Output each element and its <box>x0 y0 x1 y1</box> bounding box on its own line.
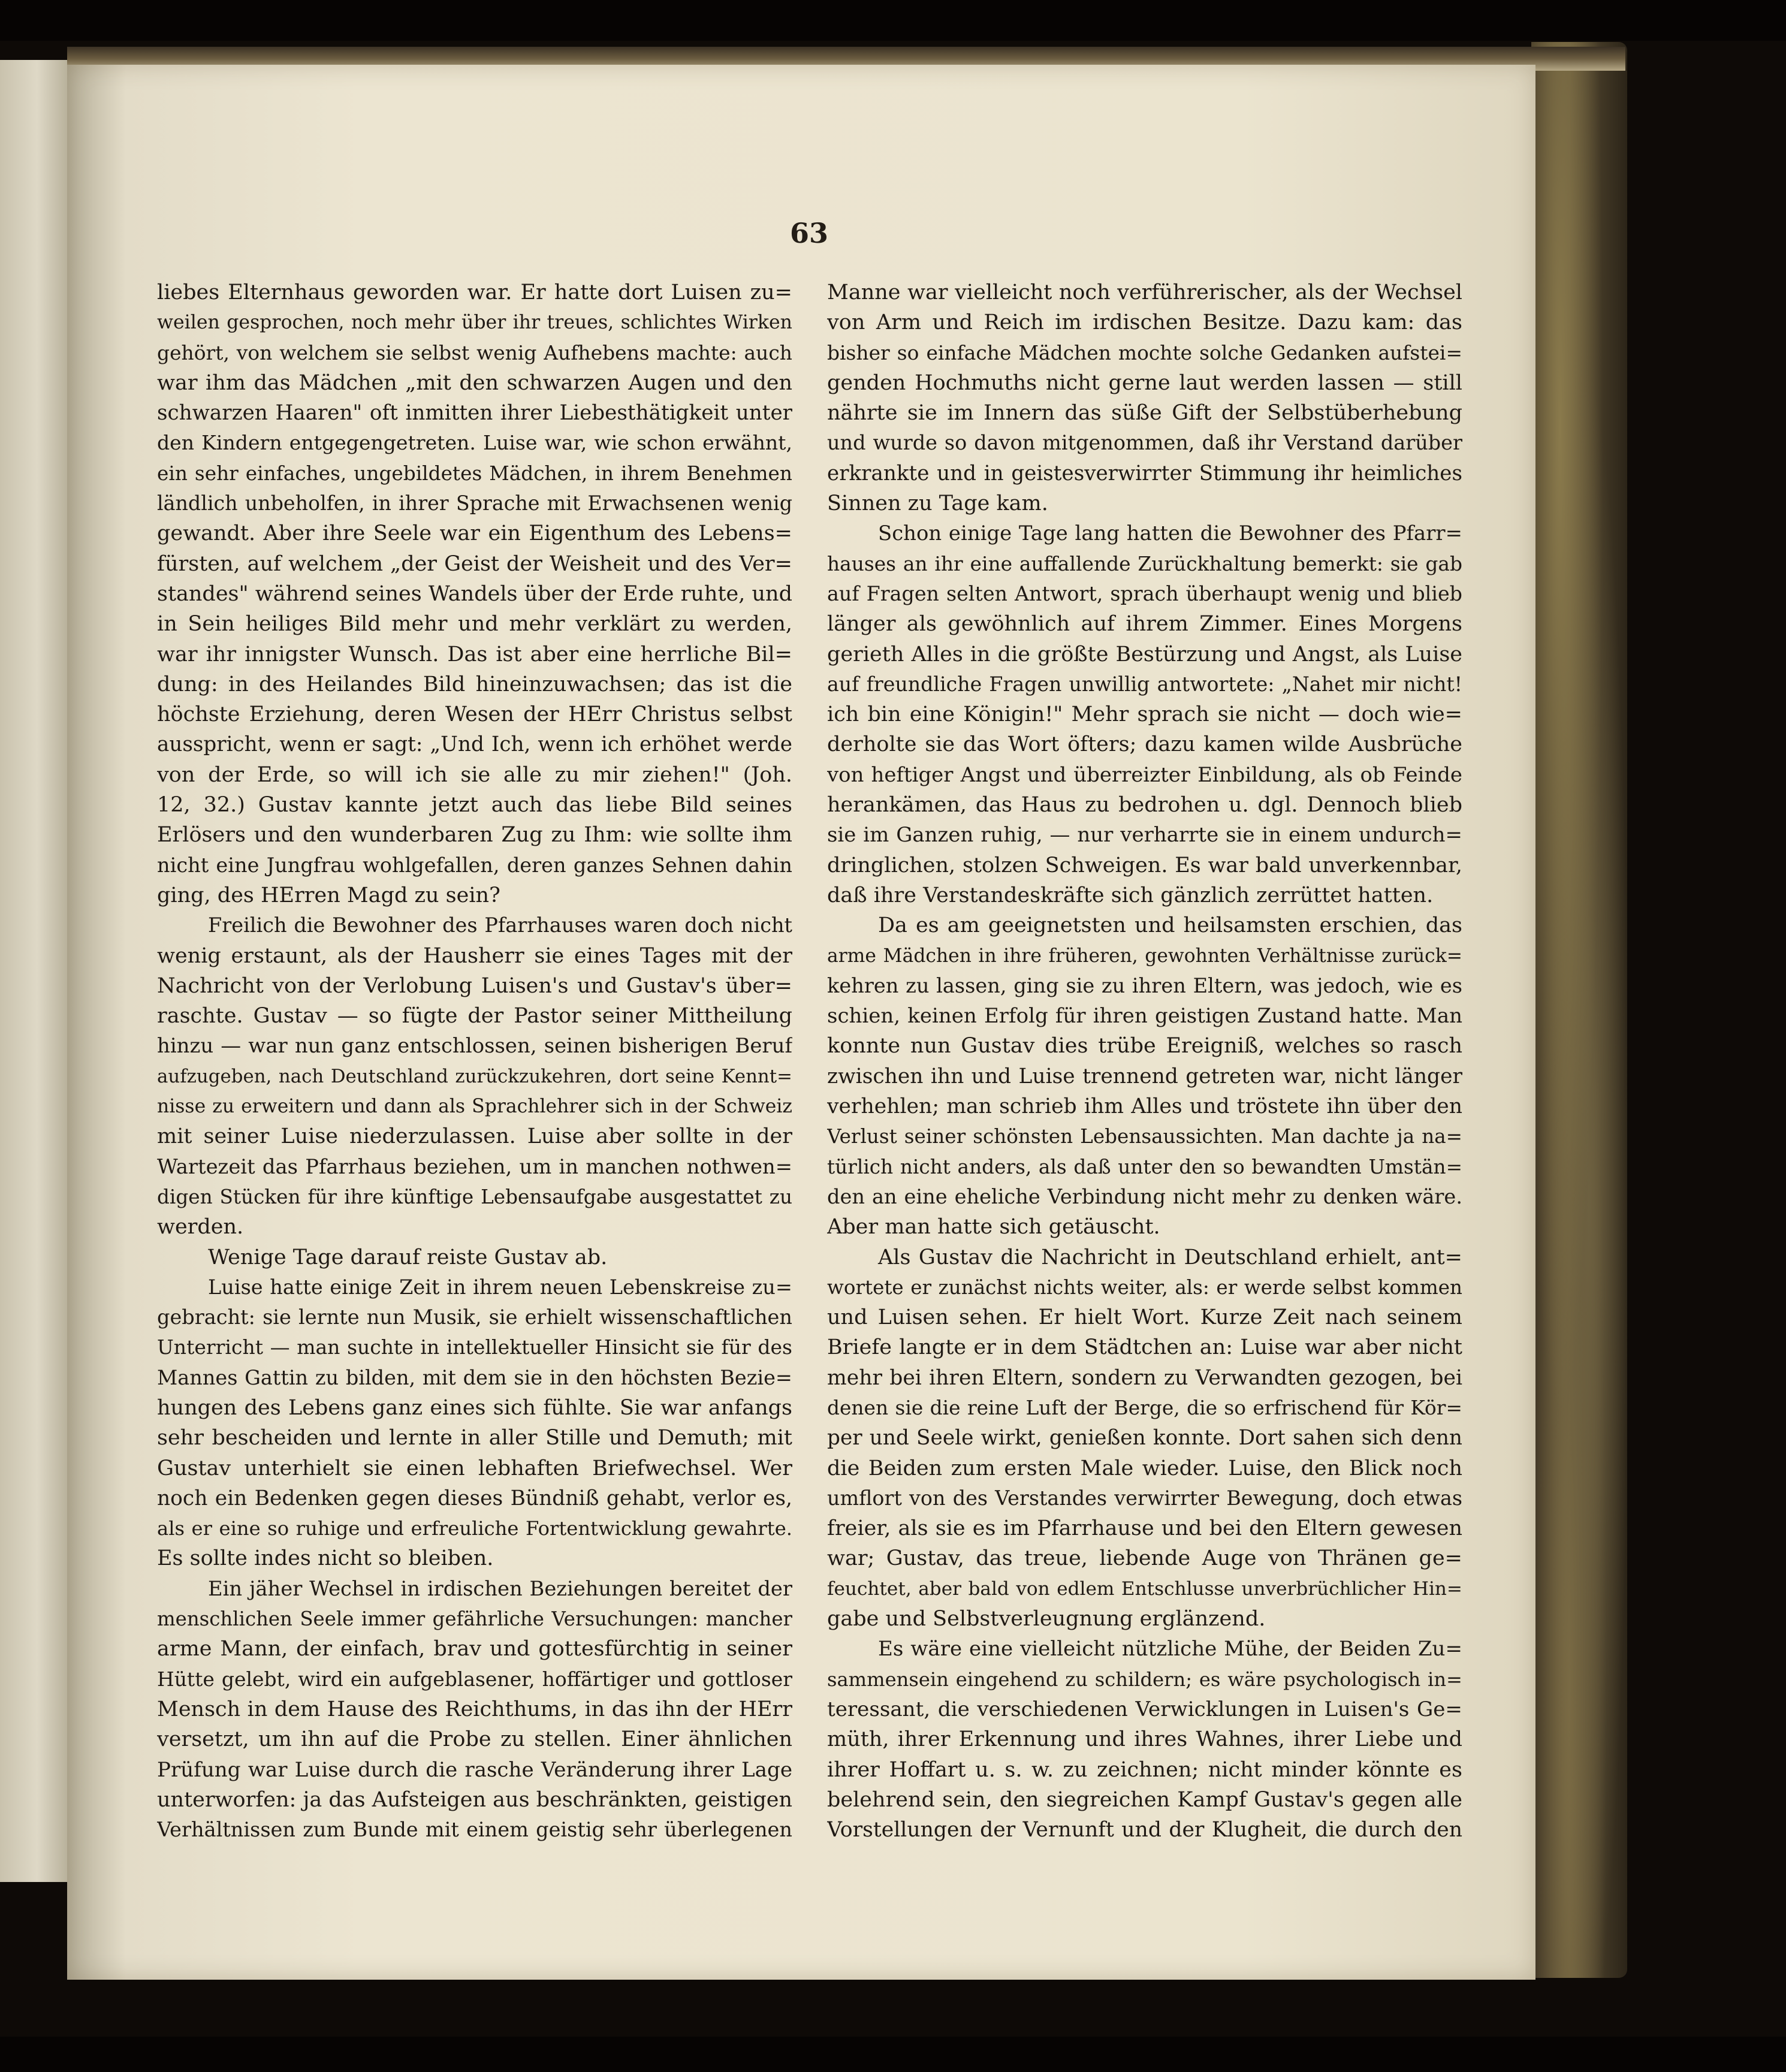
text-line: von Arm und Reich im irdischen Besitze. Dazu kam: das <box>827 310 1462 335</box>
text-line: ländlich unbeholfen, in ihrer Sprache mit Erwachsenen wenig <box>157 491 792 515</box>
text-line: türlich nicht anders, als daß unter den so bewandten Umstän= <box>827 1155 1462 1178</box>
text-line: ausspricht, wenn er sagt: „Und Ich, wenn ich erhöhet werde <box>157 732 792 757</box>
text-line: Als Gustav die Nachricht in Deutschland erhielt, ant= <box>878 1245 1462 1269</box>
text-line: konnte nun Gustav dies trübe Ereigniß, welches so rasch <box>827 1034 1462 1058</box>
text-line: sie im Ganzen ruhig, — nur verharrte sie in einem undurch= <box>827 823 1462 848</box>
text-line: Briefe langte er in dem Städtchen an: Luise war aber nicht <box>827 1335 1462 1360</box>
text-line: den Kindern entgegengetreten. Luise war, wie schon erwähnt, <box>157 431 792 455</box>
text-line: aufzugeben, nach Deutschland zurückzukehren, dort seine Kennt= <box>157 1065 792 1087</box>
text-line: dringlichen, stolzen Schweigen. Es war bald unverkennbar, <box>827 853 1462 877</box>
text-line: mehr bei ihren Eltern, sondern zu Verwandten gezogen, bei <box>827 1365 1462 1390</box>
text-line: hungen des Lebens ganz eines sich fühlte. Sie war anfangs <box>157 1395 792 1420</box>
text-line: gehört, von welchem sie selbst wenig Aufhebens machte: auch <box>157 340 792 364</box>
text-line: als er eine so ruhige und erfreuliche Fortentwicklung gewahrte. <box>157 1517 792 1540</box>
text-line: wortete er zunächst nichts weiter, als: er werde selbst kommen <box>827 1275 1462 1299</box>
text-line: schwarzen Haaren" oft inmitten ihrer Liebesthätigkeit unter <box>157 401 792 426</box>
text-line: gabe und Selbstverleugnung erglänzend. <box>827 1607 1266 1631</box>
text-line: Verhältnissen zum Bunde mit einem geistig sehr überlegenen <box>157 1818 792 1842</box>
text-line: war; Gustav, das treue, liebende Auge von Thränen ge= <box>827 1546 1462 1571</box>
page-number: 63 <box>789 217 828 249</box>
text-line: Unterricht — man suchte in intellektueller Hinsicht sie für des <box>157 1335 792 1359</box>
text-line: Manne war vielleicht noch verführerischer, als der Wechsel <box>827 281 1462 304</box>
text-line: von der Erde, so will ich sie alle zu mir ziehen!" (Joh. <box>157 762 792 787</box>
text-line: denen sie die reine Luft der Berge, die so erfrischend für Kör= <box>827 1396 1462 1419</box>
facing-page-edge <box>0 60 69 1882</box>
text-line: digen Stücken für ihre künftige Lebensaufgabe ausgestattet zu <box>157 1185 792 1208</box>
text-line: teressant, die verschiedenen Verwicklungen in Luisen's Ge= <box>827 1697 1462 1721</box>
text-line: Wenige Tage darauf reiste Gustav ab. <box>208 1245 608 1269</box>
text-line: die Beiden zum ersten Male wieder. Luise, den Blick noch <box>827 1456 1462 1480</box>
text-line: war ihr innigster Wunsch. Das ist aber eine herrliche Bil= <box>157 642 792 666</box>
text-line: umflort von des Verstandes verwirrter Bewegung, doch etwas <box>827 1486 1462 1510</box>
text-line: fürsten, auf welchem „der Geist der Weisheit und des Ver= <box>157 551 792 576</box>
text-line: erkrankte und in geistesverwirrter Stimmung ihr heimliches <box>827 461 1462 485</box>
text-line: wenig erstaunt, als der Hausherr sie eines Tages mit der <box>157 943 792 968</box>
text-line: ich bin eine Königin!" Mehr sprach sie nicht — doch wie= <box>827 702 1462 727</box>
text-line: mit seiner Luise niederzulassen. Luise aber sollte in der <box>157 1124 792 1149</box>
text-line: auf freundliche Fragen unwillig antwortete: „Nahet mir nicht! <box>827 672 1462 696</box>
text-line: war ihm das Mädchen „mit den schwarzen Augen und den <box>157 370 792 395</box>
text-line: hauses an ihr eine auffallende Zurückhaltung bemerkt: sie gab <box>827 552 1462 575</box>
text-line: sehr bescheiden und lernte in aller Stille und Demuth; mit <box>157 1426 792 1450</box>
text-line: Freilich die Bewohner des Pfarrhauses waren doch nicht <box>208 913 792 937</box>
text-line: daß ihre Verstandeskräfte sich gänzlich zerrüttet hatten. <box>827 883 1434 907</box>
text-line: belehrend sein, den siegreichen Kampf Gustav's gegen alle <box>827 1787 1462 1812</box>
text-line: 12, 32.) Gustav kannte jetzt auch das liebe Bild seines <box>157 793 792 818</box>
text-line: Schon einige Tage lang hatten die Bewohner des Pfarr= <box>878 521 1462 545</box>
text-line: nisse zu erweitern und dann als Sprachlehrer sich in der Schweiz <box>157 1096 792 1118</box>
text-line: Aber man hatte sich getäuscht. <box>827 1215 1160 1239</box>
text-line: dung: in des Heilandes Bild hineinzuwachsen; das ist die <box>157 672 792 696</box>
text-line: Wartezeit das Pfarrhaus beziehen, um in manchen nothwen= <box>157 1154 792 1178</box>
text-line: standes" während seines Wandels über der Erde ruhte, und <box>157 581 792 606</box>
text-line: menschlichen Seele immer gefährliche Versuchungen: mancher <box>157 1607 792 1631</box>
text-line: arme Mädchen in ihre früheren, gewohnten Verhältnisse zurück= <box>827 945 1462 967</box>
text-line: Gustav unterhielt sie einen lebhaften Briefwechsel. Wer <box>157 1456 792 1480</box>
text-line: bisher so einfache Mädchen mochte solche Gedanken aufstei= <box>827 340 1462 364</box>
text-line: Ein jäher Wechsel in irdischen Beziehungen bereitet der <box>208 1576 792 1600</box>
text-line: auf Fragen selten Antwort, sprach überhaupt wenig und blieb <box>827 581 1462 605</box>
text-line: genden Hochmuths nicht gerne laut werden lassen — still <box>827 370 1462 395</box>
text-line: derholte sie das Wort öfters; dazu kamen wilde Ausbrüche <box>827 732 1462 757</box>
text-line: von heftiger Angst und überreizter Einbildung, als ob Feinde <box>827 762 1462 786</box>
text-line: noch ein Bedenken gegen dieses Bündniß gehabt, verlor es, <box>157 1486 792 1510</box>
text-line: unterworfen: ja das Aufsteigen aus beschränkten, geistigen <box>157 1787 792 1812</box>
text-line: hinzu — war nun ganz entschlossen, seinen bisherigen Beruf <box>157 1034 792 1058</box>
text-line: Nachricht von der Verlobung Luisen's und Gustav's über= <box>157 973 792 998</box>
text-line: Vorstellungen der Vernunft und der Klugheit, die durch den <box>827 1818 1462 1842</box>
text-line: ihrer Hoffart u. s. w. zu zeichnen; nicht minder könnte es <box>827 1757 1462 1782</box>
text-line: Erlösers und den wunderbaren Zug zu Ihm: wie sollte ihm <box>157 823 792 848</box>
text-line: per und Seele wirkt, genießen konnte. Dort sahen sich denn <box>827 1426 1462 1450</box>
text-line: verhehlen; man schrieb ihm Alles und tröstete ihn über den <box>827 1094 1462 1119</box>
text-line: schien, keinen Erfolg für ihren geistigen Zustand hatte. Man <box>827 1004 1462 1029</box>
text-line: kehren zu lassen, ging sie zu ihren Eltern, was jedoch, wie es <box>827 973 1462 997</box>
text-line: in Sein heiliges Bild mehr und mehr verklärt zu werden, <box>157 612 792 637</box>
text-line: arme Mann, der einfach, brav und gottesfürchtig in seiner <box>157 1637 792 1661</box>
text-column-left <box>157 278 792 1845</box>
text-line: nährte sie im Innern das süße Gift der Selbstüberhebung <box>827 401 1462 426</box>
text-column-right <box>827 278 1462 1845</box>
text-line: höchste Erziehung, deren Wesen der HErr Christus selbst <box>157 702 792 727</box>
text-line: gerieth Alles in die größte Bestürzung und Angst, als Luise <box>827 642 1462 666</box>
text-line: raschte. Gustav — so fügte der Pastor seiner Mittheilung <box>157 1004 792 1029</box>
text-line: zwischen ihn und Luise trennend getreten war, nicht länger <box>827 1064 1462 1088</box>
text-line: liebes Elternhaus geworden war. Er hatte dort Luisen zu= <box>157 281 792 304</box>
text-line: Hütte gelebt, wird ein aufgeblasener, hoffärtiger und gottloser <box>157 1667 792 1691</box>
text-line: Prüfung war Luise durch die rasche Veränderung ihrer Lage <box>157 1757 792 1782</box>
text-line: ein sehr einfaches, ungebildetes Mädchen, in ihrem Benehmen <box>157 462 792 485</box>
text-line: gebracht: sie lernte nun Musik, sie erhielt wissenschaftlichen <box>157 1305 792 1329</box>
text-line: freier, als sie es im Pfarrhause und bei den Eltern gewesen <box>827 1516 1462 1541</box>
text-line: länger als gewöhnlich auf ihrem Zimmer. Eines Morgens <box>827 612 1462 637</box>
text-line: und Luisen sehen. Er hielt Wort. Kurze Zeit nach seinem <box>827 1305 1462 1330</box>
text-line: nicht eine Jungfrau wohlgefallen, deren ganzes Sehnen dahin <box>157 853 792 877</box>
text-line: sammensein eingehend zu schildern; es wäre psychologisch in= <box>827 1667 1462 1691</box>
text-line: feuchtet, aber bald von edlem Entschlusse unverbrüchlicher Hin= <box>827 1578 1462 1600</box>
text-line: und wurde so davon mitgenommen, daß ihr Verstand darüber <box>827 431 1462 455</box>
text-line: werden. <box>157 1215 244 1239</box>
text-line: herankämen, das Haus zu bedrohen u. dgl. Dennoch blieb <box>827 793 1462 818</box>
text-line: versetzt, um ihn auf die Probe zu stellen. Einer ähnlichen <box>157 1727 792 1752</box>
text-line: müth, ihrer Erkennung und ihres Wahnes, ihrer Liebe und <box>827 1727 1462 1752</box>
text-line: Mensch in dem Hause des Reichthums, in das ihn der HErr <box>157 1697 792 1721</box>
text-line: Mannes Gattin zu bilden, mit dem sie in den höchsten Bezie= <box>157 1365 792 1389</box>
text-line: Sinnen zu Tage kam. <box>827 491 1048 516</box>
text-line: gewandt. Aber ihre Seele war ein Eigenthum des Lebens= <box>157 521 792 546</box>
text-line: weilen gesprochen, noch mehr über ihr treues, schlichtes Wirken <box>157 312 792 334</box>
text-line: ging, des HErren Magd zu sein? <box>157 883 500 907</box>
text-line: Es wäre eine vielleicht nützliche Mühe, der Beiden Zu= <box>878 1637 1462 1661</box>
marbled-cover <box>1531 42 1627 1978</box>
text-line: Luise hatte einige Zeit in ihrem neuen Lebenskreise zu= <box>208 1275 792 1299</box>
text-line: den an eine eheliche Verbindung nicht mehr zu denken wäre. <box>827 1184 1462 1208</box>
text-line: Es sollte indes nicht so bleiben. <box>157 1546 494 1571</box>
text-line: Verlust seiner schönsten Lebensaussichten. Man dachte ja na= <box>827 1125 1462 1148</box>
text-line: Da es am geeignetsten und heilsamsten erschien, das <box>878 913 1462 938</box>
